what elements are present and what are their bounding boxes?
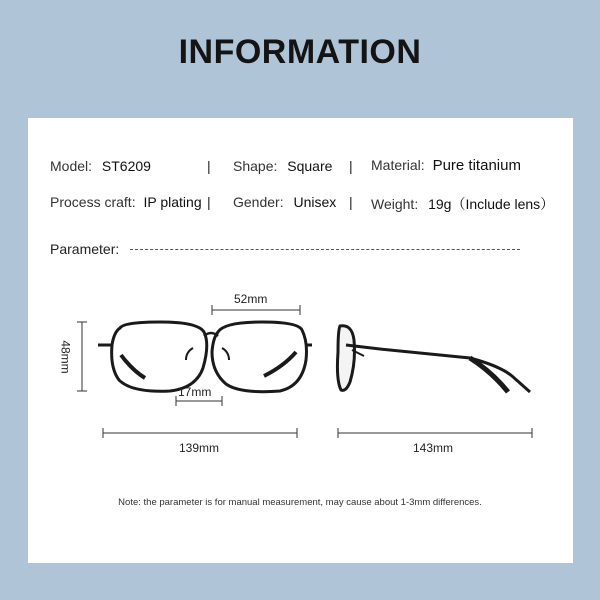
separator: | — [349, 158, 353, 174]
weight-value: 19g（Include lens） — [428, 196, 555, 212]
bridge-width-label: 17mm — [178, 385, 212, 399]
shape-label: Shape: — [233, 158, 278, 174]
process-value: IP plating — [143, 194, 202, 210]
separator: | — [207, 158, 211, 174]
lens-width-label: 52mm — [234, 292, 268, 306]
page-title: INFORMATION — [178, 33, 422, 71]
front-view-glasses — [98, 322, 312, 392]
shape-value: Square — [287, 158, 333, 174]
side-view-glasses — [337, 326, 530, 392]
frame-width-label: 139mm — [179, 441, 220, 455]
material-label: Material: — [371, 157, 425, 173]
temple-length-label: 143mm — [413, 441, 454, 455]
material-value: Pure titanium — [432, 157, 521, 174]
gender-value: Unisex — [293, 194, 337, 210]
process-label: Process craft: — [50, 194, 136, 210]
separator: | — [349, 194, 353, 210]
lens-height-label: 48mm — [58, 340, 73, 374]
left-nose-pad — [186, 348, 193, 360]
measurement-note: Note: the parameter is for manual measurement, may cause about 1-3mm differences. — [118, 497, 482, 508]
weight-label: Weight: — [371, 196, 419, 212]
left-lens — [112, 322, 207, 391]
side-lens — [337, 326, 354, 391]
right-nose-pad — [222, 348, 229, 360]
model-label: Model: — [50, 158, 93, 174]
bridge — [204, 333, 218, 336]
separator: | — [207, 194, 211, 210]
gender-label: Gender: — [233, 194, 284, 210]
left-temple-tip — [121, 355, 145, 378]
right-temple-tip — [264, 352, 296, 376]
parameter-label: Parameter: — [50, 241, 120, 257]
model-value: ST6209 — [101, 158, 151, 174]
